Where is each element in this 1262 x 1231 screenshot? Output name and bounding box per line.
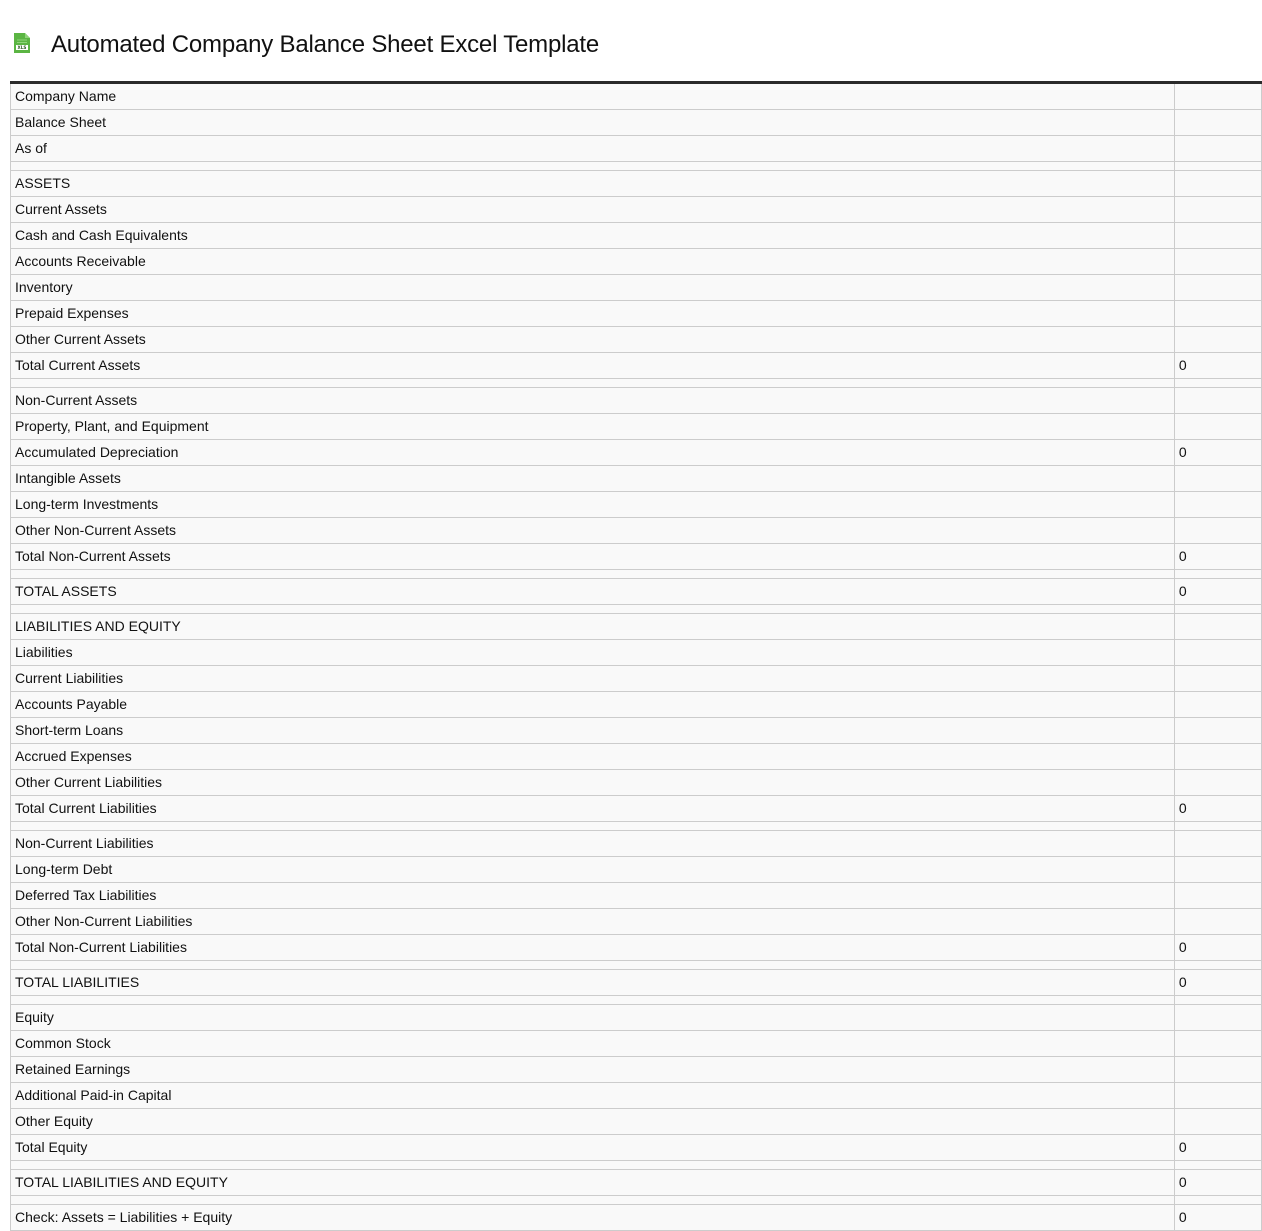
row-value-cell[interactable] bbox=[1174, 1005, 1261, 1031]
row-value-cell[interactable] bbox=[1174, 666, 1261, 692]
row-value-cell[interactable]: 0 bbox=[1174, 579, 1261, 605]
xls-file-icon bbox=[13, 32, 31, 54]
table-row bbox=[11, 414, 1262, 440]
spacer-cell bbox=[11, 379, 1175, 388]
row-value-cell[interactable] bbox=[1174, 883, 1261, 909]
row-value-cell[interactable] bbox=[1174, 770, 1261, 796]
spacer-cell bbox=[1174, 996, 1261, 1005]
svg-text:XLS: XLS bbox=[17, 45, 27, 51]
row-label-cell[interactable]: LIABILITIES AND EQUITY bbox=[11, 614, 1175, 640]
spacer-cell bbox=[11, 605, 1175, 614]
spacer-cell bbox=[11, 162, 1175, 171]
row-label-cell[interactable]: Liabilities bbox=[11, 640, 1175, 666]
row-value-cell[interactable]: 0 bbox=[1174, 935, 1261, 961]
row-label-cell[interactable]: Retained Earnings bbox=[11, 1057, 1175, 1083]
table-row bbox=[11, 692, 1262, 718]
table-row bbox=[11, 718, 1262, 744]
table-row bbox=[11, 1205, 1262, 1231]
page-title: Automated Company Balance Sheet Excel Template bbox=[51, 31, 600, 58]
row-value-cell[interactable] bbox=[1174, 110, 1261, 136]
row-label-cell[interactable]: Balance Sheet bbox=[11, 110, 1175, 136]
spacer-cell bbox=[1174, 1161, 1261, 1170]
spacer-cell bbox=[11, 822, 1175, 831]
spacer-cell bbox=[1174, 162, 1261, 171]
table-row bbox=[11, 492, 1262, 518]
row-value-cell[interactable] bbox=[1174, 83, 1261, 110]
row-label-cell[interactable]: Other Current Liabilities bbox=[11, 770, 1175, 796]
table-row bbox=[11, 970, 1262, 996]
balance-sheet-table bbox=[10, 81, 1262, 1231]
table-row bbox=[11, 857, 1262, 883]
row-value-cell[interactable] bbox=[1174, 301, 1261, 327]
table-row bbox=[11, 518, 1262, 544]
table-row bbox=[11, 223, 1262, 249]
row-label-cell[interactable]: ASSETS bbox=[11, 171, 1175, 197]
table-row bbox=[11, 1057, 1262, 1083]
row-label-cell[interactable]: Deferred Tax Liabilities bbox=[11, 883, 1175, 909]
row-value-cell[interactable] bbox=[1174, 249, 1261, 275]
table-row bbox=[11, 1005, 1262, 1031]
row-label-cell[interactable]: Other Current Assets bbox=[11, 327, 1175, 353]
row-label-cell[interactable]: Other Equity bbox=[11, 1109, 1175, 1135]
row-value-cell[interactable] bbox=[1174, 640, 1261, 666]
spacer-cell bbox=[11, 1196, 1175, 1205]
table-row bbox=[11, 301, 1262, 327]
row-value-cell[interactable]: 0 bbox=[1174, 544, 1261, 570]
table-row bbox=[11, 249, 1262, 275]
row-value-cell[interactable]: 0 bbox=[1174, 353, 1261, 379]
table-row bbox=[11, 136, 1262, 162]
spacer-row bbox=[11, 1196, 1262, 1205]
row-value-cell[interactable]: 0 bbox=[1174, 440, 1261, 466]
spacer-row bbox=[11, 570, 1262, 579]
row-label-cell[interactable]: Other Non-Current Assets bbox=[11, 518, 1175, 544]
spacer-row bbox=[11, 379, 1262, 388]
spacer-cell bbox=[11, 996, 1175, 1005]
row-value-cell[interactable]: 0 bbox=[1174, 796, 1261, 822]
table-row bbox=[11, 666, 1262, 692]
row-label-cell[interactable]: Long-term Debt bbox=[11, 857, 1175, 883]
row-label-cell[interactable]: Non-Current Assets bbox=[11, 388, 1175, 414]
spacer-cell bbox=[11, 570, 1175, 579]
row-value-cell[interactable] bbox=[1174, 327, 1261, 353]
row-value-cell[interactable] bbox=[1174, 223, 1261, 249]
table-row bbox=[11, 1135, 1262, 1161]
table-row bbox=[11, 440, 1262, 466]
row-label-cell[interactable]: Accumulated Depreciation bbox=[11, 440, 1175, 466]
row-value-cell[interactable]: 0 bbox=[1174, 1170, 1261, 1196]
table-row bbox=[11, 1170, 1262, 1196]
row-label-cell[interactable]: Total Current Assets bbox=[11, 353, 1175, 379]
row-value-cell[interactable]: 0 bbox=[1174, 1135, 1261, 1161]
row-value-cell[interactable] bbox=[1174, 414, 1261, 440]
spacer-row bbox=[11, 961, 1262, 970]
row-label-cell[interactable]: Cash and Cash Equivalents bbox=[11, 223, 1175, 249]
spacer-cell bbox=[11, 1161, 1175, 1170]
table-row bbox=[11, 353, 1262, 379]
row-label-cell[interactable]: Inventory bbox=[11, 275, 1175, 301]
table-row bbox=[11, 831, 1262, 857]
row-label-cell[interactable]: Accounts Payable bbox=[11, 692, 1175, 718]
table-row bbox=[11, 935, 1262, 961]
table-row bbox=[11, 770, 1262, 796]
spacer-row bbox=[11, 605, 1262, 614]
table-row bbox=[11, 883, 1262, 909]
row-value-cell[interactable] bbox=[1174, 518, 1261, 544]
row-value-cell[interactable]: 0 bbox=[1174, 1205, 1261, 1231]
row-label-cell[interactable]: Total Non-Current Liabilities bbox=[11, 935, 1175, 961]
spacer-cell bbox=[1174, 570, 1261, 579]
table-row bbox=[11, 640, 1262, 666]
table-row bbox=[11, 544, 1262, 570]
row-label-cell[interactable]: TOTAL ASSETS bbox=[11, 579, 1175, 605]
row-label-cell[interactable]: Accrued Expenses bbox=[11, 744, 1175, 770]
table-row bbox=[11, 614, 1262, 640]
row-value-cell[interactable]: 0 bbox=[1174, 970, 1261, 996]
row-value-cell[interactable] bbox=[1174, 1057, 1261, 1083]
spacer-cell bbox=[1174, 605, 1261, 614]
spacer-row bbox=[11, 1161, 1262, 1170]
table-row bbox=[11, 197, 1262, 223]
row-label-cell[interactable]: Accounts Receivable bbox=[11, 249, 1175, 275]
row-label-cell[interactable]: TOTAL LIABILITIES AND EQUITY bbox=[11, 1170, 1175, 1196]
table-row bbox=[11, 388, 1262, 414]
spacer-row bbox=[11, 162, 1262, 171]
table-row bbox=[11, 744, 1262, 770]
row-value-cell[interactable] bbox=[1174, 692, 1261, 718]
table-row bbox=[11, 275, 1262, 301]
row-label-cell[interactable]: Check: Assets = Liabilities + Equity bbox=[11, 1205, 1175, 1231]
row-value-cell[interactable] bbox=[1174, 275, 1261, 301]
spacer-cell bbox=[11, 961, 1175, 970]
spacer-cell bbox=[1174, 961, 1261, 970]
table-row bbox=[11, 1109, 1262, 1135]
row-value-cell[interactable] bbox=[1174, 614, 1261, 640]
row-value-cell[interactable] bbox=[1174, 1109, 1261, 1135]
row-value-cell[interactable] bbox=[1174, 1031, 1261, 1057]
table-row bbox=[11, 171, 1262, 197]
spacer-row bbox=[11, 996, 1262, 1005]
spacer-cell bbox=[1174, 1196, 1261, 1205]
row-label-cell[interactable]: Non-Current Liabilities bbox=[11, 831, 1175, 857]
table-row bbox=[11, 796, 1262, 822]
table-row bbox=[11, 1031, 1262, 1057]
row-label-cell[interactable]: Long-term Investments bbox=[11, 492, 1175, 518]
row-value-cell[interactable] bbox=[1174, 1083, 1261, 1109]
row-value-cell[interactable] bbox=[1174, 909, 1261, 935]
row-label-cell[interactable]: As of bbox=[11, 136, 1175, 162]
row-label-cell[interactable]: Equity bbox=[11, 1005, 1175, 1031]
table-row bbox=[11, 327, 1262, 353]
row-value-cell[interactable] bbox=[1174, 197, 1261, 223]
row-value-cell[interactable] bbox=[1174, 718, 1261, 744]
table-row bbox=[11, 110, 1262, 136]
row-label-cell[interactable]: Total Current Liabilities bbox=[11, 796, 1175, 822]
table-row bbox=[11, 579, 1262, 605]
spacer-cell bbox=[1174, 379, 1261, 388]
page-header bbox=[0, 0, 1262, 81]
row-label-cell[interactable]: Company Name bbox=[11, 83, 1175, 110]
spacer-cell bbox=[1174, 822, 1261, 831]
table-row bbox=[11, 909, 1262, 935]
row-value-cell[interactable] bbox=[1174, 857, 1261, 883]
table-row bbox=[11, 1083, 1262, 1109]
row-value-cell[interactable] bbox=[1174, 466, 1261, 492]
row-label-cell[interactable]: Intangible Assets bbox=[11, 466, 1175, 492]
row-value-cell[interactable] bbox=[1174, 171, 1261, 197]
row-value-cell[interactable] bbox=[1174, 831, 1261, 857]
table-row bbox=[11, 466, 1262, 492]
row-label-cell[interactable]: Current Assets bbox=[11, 197, 1175, 223]
row-label-cell[interactable]: Short-term Loans bbox=[11, 718, 1175, 744]
row-label-cell[interactable]: TOTAL LIABILITIES bbox=[11, 970, 1175, 996]
row-label-cell[interactable]: Additional Paid-in Capital bbox=[11, 1083, 1175, 1109]
spacer-row bbox=[11, 822, 1262, 831]
table-row bbox=[11, 83, 1262, 110]
row-label-cell[interactable]: Other Non-Current Liabilities bbox=[11, 909, 1175, 935]
row-label-cell[interactable]: Total Non-Current Assets bbox=[11, 544, 1175, 570]
row-label-cell[interactable]: Property, Plant, and Equipment bbox=[11, 414, 1175, 440]
row-label-cell[interactable]: Prepaid Expenses bbox=[11, 301, 1175, 327]
row-value-cell[interactable] bbox=[1174, 492, 1261, 518]
row-label-cell[interactable]: Current Liabilities bbox=[11, 666, 1175, 692]
row-value-cell[interactable] bbox=[1174, 136, 1261, 162]
row-value-cell[interactable] bbox=[1174, 388, 1261, 414]
row-label-cell[interactable]: Total Equity bbox=[11, 1135, 1175, 1161]
row-value-cell[interactable] bbox=[1174, 744, 1261, 770]
row-label-cell[interactable]: Common Stock bbox=[11, 1031, 1175, 1057]
